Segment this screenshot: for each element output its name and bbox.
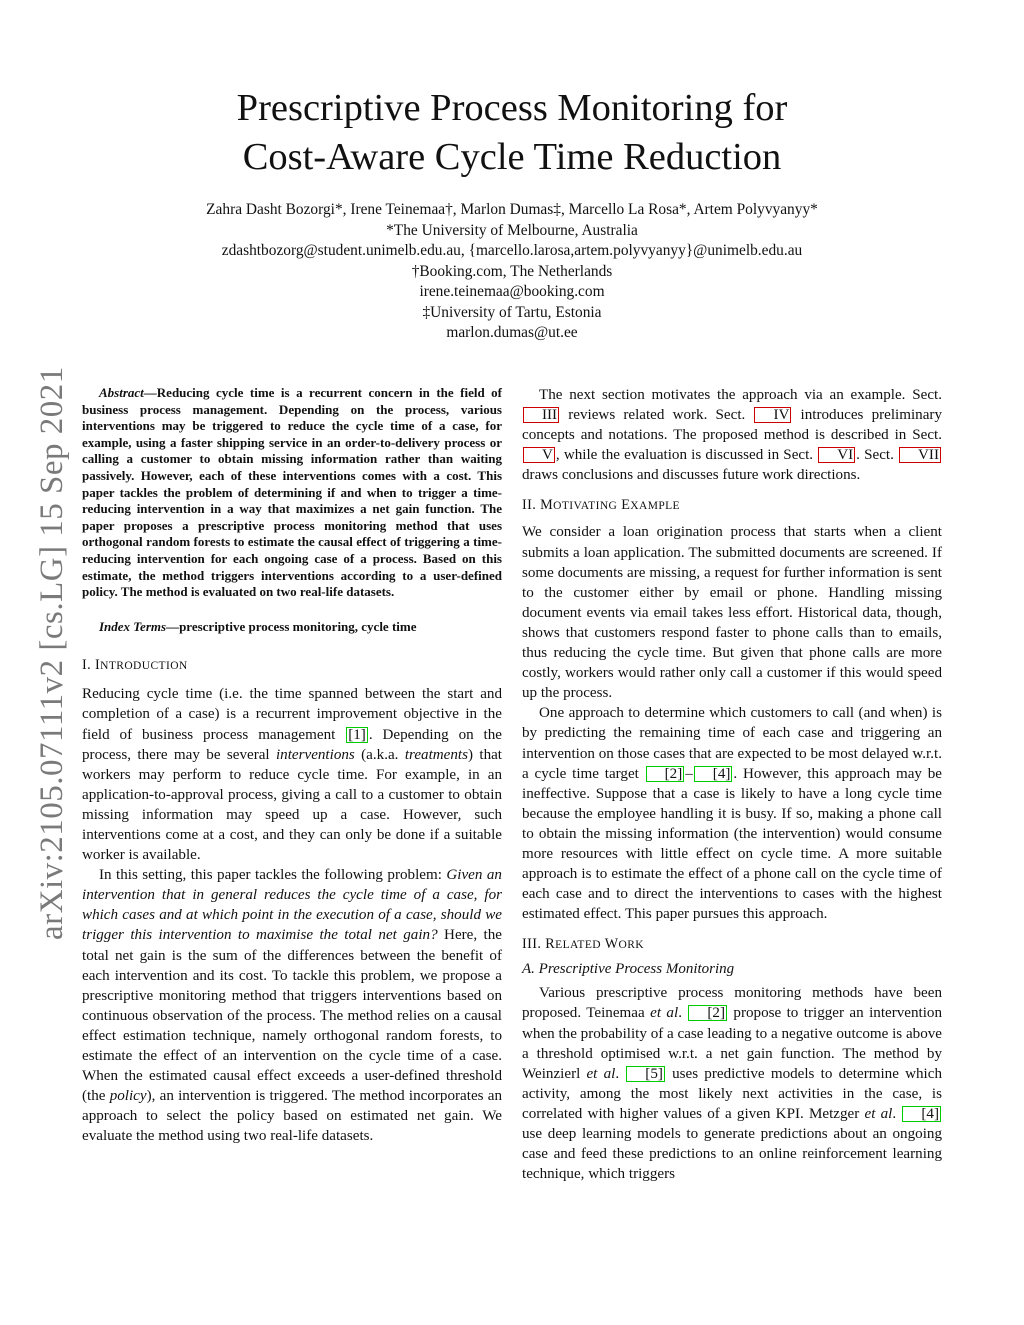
author-block (60, 200, 964, 344)
text-run: ) that workers may perform to reduce cycle time. For example, in an application-to-approval process, giving a call to a customer to obtain missing information may speed up a case. However, such interventions come at a cost, and they can only be done if a suitable worker is available. (82, 746, 503, 864)
index-terms (82, 619, 502, 636)
citation-link[interactable]: [2] (646, 766, 685, 782)
section-link[interactable]: VII (899, 447, 941, 463)
section-initial: E (621, 497, 631, 514)
outline-paragraph (522, 385, 942, 485)
text-run: uses predictive models to determine which activity, among the most likely next activities in the case, is correlated with higher values of a given KPI. Metzger (522, 1065, 942, 1122)
section-heading-related-work (522, 934, 942, 955)
section-rest: ELATED (555, 939, 601, 952)
section-rest: OTIVATING (553, 500, 618, 513)
text-run: One approach to determine which customers to call (and when) is by predicting the remaining time of each case and triggering an intervention on those cases that are expected to be most delayed w.r.t. a cycle time target (522, 705, 942, 782)
section-rest: XAMPLE (630, 500, 680, 513)
citation-link[interactable]: [4] (694, 766, 733, 782)
intro-paragraph-1 (82, 684, 502, 865)
text-run: The next section motivates the approach via an example. Sect. (539, 387, 942, 403)
text-run: – (685, 765, 693, 782)
text-run: propose to trigger an intervention when the probability of a case leading to a negative outcome is above a threshold optimised w.r.t. a net gain function. The method by Weinzierl (522, 1005, 943, 1082)
abstract-text: —Reducing cycle time is a recurrent concern in the field of business process management. Depending on the process, various interventions may be triggered to reduce the cycle time of a case, for example, using a faster shipping service in an order-to-delivery process or calling a customer to obtain missing information rather than waiting passively. However, each of these interventions comes with a cost. This paper tackles the problem of determining if and when to trigger a time-reducing intervention in a way that maximizes a net gain function. The paper proposes a prescriptive process monitoring method that uses orthogonal random forests to estimate the causal effect of triggering a time-reducing intervention for each ongoing case of a process. Based on this estimate, the method triggers interventions according to a user-defined policy. The method is evaluated on two real-life datasets. (82, 385, 502, 600)
emphasis: Given an intervention that in general reduces the cycle time of a case, for which cases and at which point in the execution of a case, should we trigger this intervention to maximise the total net gain? (82, 867, 502, 944)
text-run: draws conclusions and discusses future work directions. (522, 467, 861, 484)
text-run: In this setting, this paper tackles the following problem: (99, 867, 447, 884)
text-run: . However, this approach may be ineffective. Suppose that a case is likely to have a long cycle time because the employee handling it is busy. If so, making a phone call to obtain the missing information (the intervention) would consume more resources with little effect on cycle time. A more suitable approach is to estimate the effect of a phone call on the cycle time of each case and to direct the interventions to cases with the highest estimated effect. This paper pursues this approach. (522, 765, 943, 923)
left-column (82, 385, 502, 1146)
text-run: Reducing cycle time (i.e. the time spanned between the start and completion of a case) is a recurrent improvement objective in the field of business process management (82, 686, 502, 743)
subsection-heading: A. Prescriptive Process Monitoring (522, 961, 735, 978)
arxiv-identifier: arXiv:2105.07111v2 [cs.LG] 15 Sep 2021 (34, 366, 70, 940)
section-link[interactable]: VI (818, 447, 855, 463)
text-run: reviews related work. Sect. (560, 407, 754, 424)
text-run: . Sect. (856, 447, 899, 464)
text-run: introduces preliminary concepts and notations. The proposed method is described in Sect. (522, 407, 942, 444)
emphasis: et al (864, 1105, 893, 1122)
motivating-paragraph-2 (522, 703, 942, 924)
emphasis: policy (109, 1088, 147, 1105)
section-link[interactable]: V (523, 447, 555, 463)
section-number: I. (82, 657, 92, 674)
text-run: , while the evaluation is discussed in Sect. (555, 447, 818, 464)
abstract (82, 385, 502, 601)
affiliation-tartu: ‡University of Tartu, Estonia (422, 303, 602, 321)
affiliation-melbourne: *The University of Melbourne, Australia (386, 221, 638, 239)
text-run: Here, the total net gain is the sum of the differences between the benefit of each intervention and its cost. To tackle this problem, we propose a prescriptive monitoring method that triggers interventions based on continuous observation of the process. The method relies on a causal effect estimation technique, namely orthogonal random forests, to estimate the effect of an intervention on the cycle time of a case. When the estimated causal effect exceeds a user-defined threshold (the (82, 927, 502, 1105)
section-rest: ORK (618, 939, 644, 952)
section-link[interactable]: IV (754, 407, 791, 423)
section-link[interactable]: III (523, 407, 559, 423)
section-initial: R (545, 936, 556, 953)
emphasis: interventions (275, 746, 355, 763)
section-initial: I (95, 657, 101, 674)
text-run: . (615, 1065, 626, 1082)
intro-paragraph-2 (82, 865, 502, 1146)
email-tartu: marlon.dumas@ut.ee (446, 324, 578, 341)
affiliation-booking: †Booking.com, The Netherlands (411, 262, 613, 280)
right-column (522, 385, 942, 1184)
email-booking: irene.teinemaa@booking.com (419, 283, 605, 300)
paper-title (0, 84, 1024, 182)
title-line-1: Prescriptive Process Monitoring for (236, 87, 788, 129)
text-run: ), an intervention is triggered. The method incorporates an approach to select the policy based on estimated net gain. We evaluate the method using two real-life datasets. (82, 1088, 502, 1145)
section-number: III. (522, 936, 542, 953)
section-initial: M (540, 497, 554, 514)
section-initial: W (604, 936, 619, 953)
text-run: . (892, 1105, 902, 1122)
text-run: use deep learning models to generate predictions about an ongoing case and feed these predictions to an online reinforcement learning technique, which triggers (522, 1126, 942, 1183)
text-run: . (678, 1005, 688, 1022)
title-line-2: Cost-Aware Cycle Time Reduction (242, 136, 782, 178)
motivating-paragraph-1: We consider a loan origination process that starts when a client submits a loan application. The submitted documents are screened. If some documents are missing, a request for further information is sent to the customer either by email or phone. Handling missing document events via email takes less effort. Historical data, though, shows that customers respond faster to phone calls than to emails, thus reducing the cycle time. But given that phone calls are more costly, workers would rather only call a customer if this would speed up the process. (522, 524, 942, 702)
related-work-paragraph-1 (522, 983, 942, 1184)
section-heading-introduction (82, 655, 502, 676)
emphasis: et al (586, 1065, 616, 1082)
emphasis: treatments (404, 746, 468, 763)
emphasis: et al (650, 1005, 679, 1022)
text-run: . Depending on the process, there may be several (82, 726, 503, 763)
section-heading-motivating-example (522, 495, 942, 516)
citation-link[interactable]: [4] (902, 1106, 941, 1122)
citation-link[interactable]: [2] (688, 1005, 727, 1021)
email-melbourne: zdashtbozorg@student.unimelb.edu.au, {marcello.larosa,artem.polyvyanyy}@unimelb.edu.au (221, 242, 803, 259)
section-rest: NTRODUCTION (100, 660, 188, 673)
abstract-label: Abstract (99, 385, 144, 400)
citation-link[interactable]: [1] (348, 726, 366, 743)
text-run: Various prescriptive process monitoring methods have been proposed. Teinemaa (522, 985, 942, 1022)
text-run: (a.k.a. (354, 746, 405, 763)
index-terms-text: —prescriptive process monitoring, cycle time (166, 618, 417, 634)
index-terms-label: Index Terms (99, 618, 167, 634)
citation-link[interactable]: [5] (626, 1066, 665, 1082)
section-number: II. (522, 497, 537, 514)
author-names: Zahra Dasht Bozorgi*, Irene Teinemaa†, Marlon Dumas‡, Marcello La Rosa*, Artem Polyvyanyy* (206, 201, 818, 218)
